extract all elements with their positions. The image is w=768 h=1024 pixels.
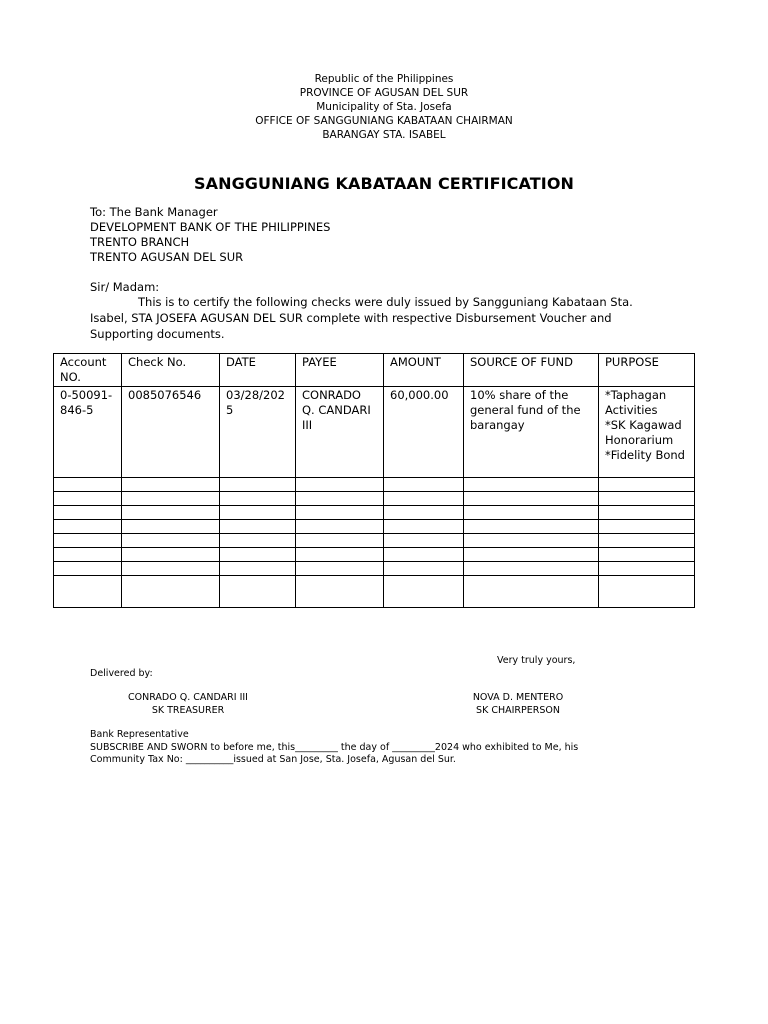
- chairperson-name: NOVA D. MENTERO: [472, 692, 564, 703]
- table-row-empty: [54, 562, 695, 576]
- column-header-amount: AMOUNT: [384, 354, 464, 387]
- letterhead-line: BARANGAY STA. ISABEL: [322, 129, 446, 141]
- column-header-date: DATE: [220, 354, 296, 387]
- letterhead-line: Municipality of Sta. Josefa: [316, 101, 452, 113]
- treasurer-signature-block: [90, 691, 286, 717]
- letterhead-line: OFFICE OF SANGGUNIANG KABATAAN CHAIRMAN: [255, 115, 513, 127]
- addressee-line: TRENTO BRANCH: [90, 235, 190, 249]
- addressee-line: To: The Bank Manager: [90, 205, 218, 219]
- table-row-empty: [54, 520, 695, 534]
- addressee-block: [90, 205, 330, 265]
- document-title: SANGGUNIANG KABATAAN CERTIFICATION: [193, 174, 575, 193]
- table-row-empty: [54, 506, 695, 520]
- table-row: [54, 387, 695, 478]
- purpose-item: *SK Kagawad Honorarium: [605, 418, 682, 447]
- letterhead: [0, 72, 768, 142]
- addressee-line: TRENTO AGUSAN DEL SUR: [90, 250, 244, 264]
- bank-rep-label: Bank Representative: [90, 729, 189, 740]
- table-row-empty: [54, 576, 695, 608]
- column-header-payee: PAYEE: [296, 354, 384, 387]
- cell-purpose: [599, 387, 695, 478]
- salutation: Sir/ Madam:: [90, 280, 160, 294]
- purpose-item: *Fidelity Bond: [605, 448, 685, 462]
- addressee-line: DEVELOPMENT BANK OF THE PHILIPPINES: [90, 220, 331, 234]
- column-header-purpose: PURPOSE: [599, 354, 695, 387]
- table-row-empty: [54, 492, 695, 506]
- purpose-item: *Taphagan Activities: [605, 388, 667, 417]
- column-header-account: Account NO.: [54, 354, 122, 387]
- letterhead-line: PROVINCE OF AGUSAN DEL SUR: [299, 87, 469, 99]
- treasurer-title: SK TREASURER: [151, 705, 225, 716]
- column-header-source: SOURCE OF FUND: [464, 354, 599, 387]
- closing-phrase: Very truly yours,: [497, 655, 576, 666]
- cell-payee: CONRADO Q. CANDARI III: [296, 387, 384, 478]
- chairperson-signature-block: [440, 691, 596, 717]
- treasurer-name: CONRADO Q. CANDARI III: [128, 692, 248, 703]
- chairperson-title: SK CHAIRPERSON: [476, 705, 560, 716]
- table-row-empty: [54, 534, 695, 548]
- cell-date: 03/28/2025: [220, 387, 296, 478]
- table-row-empty: [54, 478, 695, 492]
- delivered-by-label: Delivered by:: [90, 668, 153, 679]
- oath-line: SUBSCRIBE AND SWORN to before me, this_________ the day of _________2024 who exhibited to Me, his: [90, 741, 579, 753]
- letterhead-line: Republic of the Philippines: [314, 73, 454, 85]
- table-row-empty: [54, 548, 695, 562]
- tax-line: Community Tax No: __________issued at San Jose, Sta. Josefa, Agusan del Sur.: [90, 754, 456, 765]
- certification-body: This is to certify the following checks were duly issued by Sangguniang Kabataan Sta. Isabel, STA JOSEFA AGUSAN DEL SUR complete with respective Disbursement Voucher and Supporting documents.: [90, 295, 633, 341]
- table-header-row: [54, 354, 695, 387]
- cell-check-no: 0085076546: [122, 387, 220, 478]
- cell-source: 10% share of the general fund of the barangay: [464, 387, 599, 478]
- checks-table: [53, 353, 695, 608]
- bank-representative-block: [90, 729, 578, 767]
- cell-account: 0-50091-846-5: [54, 387, 122, 478]
- cell-amount: 60,000.00: [384, 387, 464, 478]
- column-header-check-no: Check No.: [122, 354, 220, 387]
